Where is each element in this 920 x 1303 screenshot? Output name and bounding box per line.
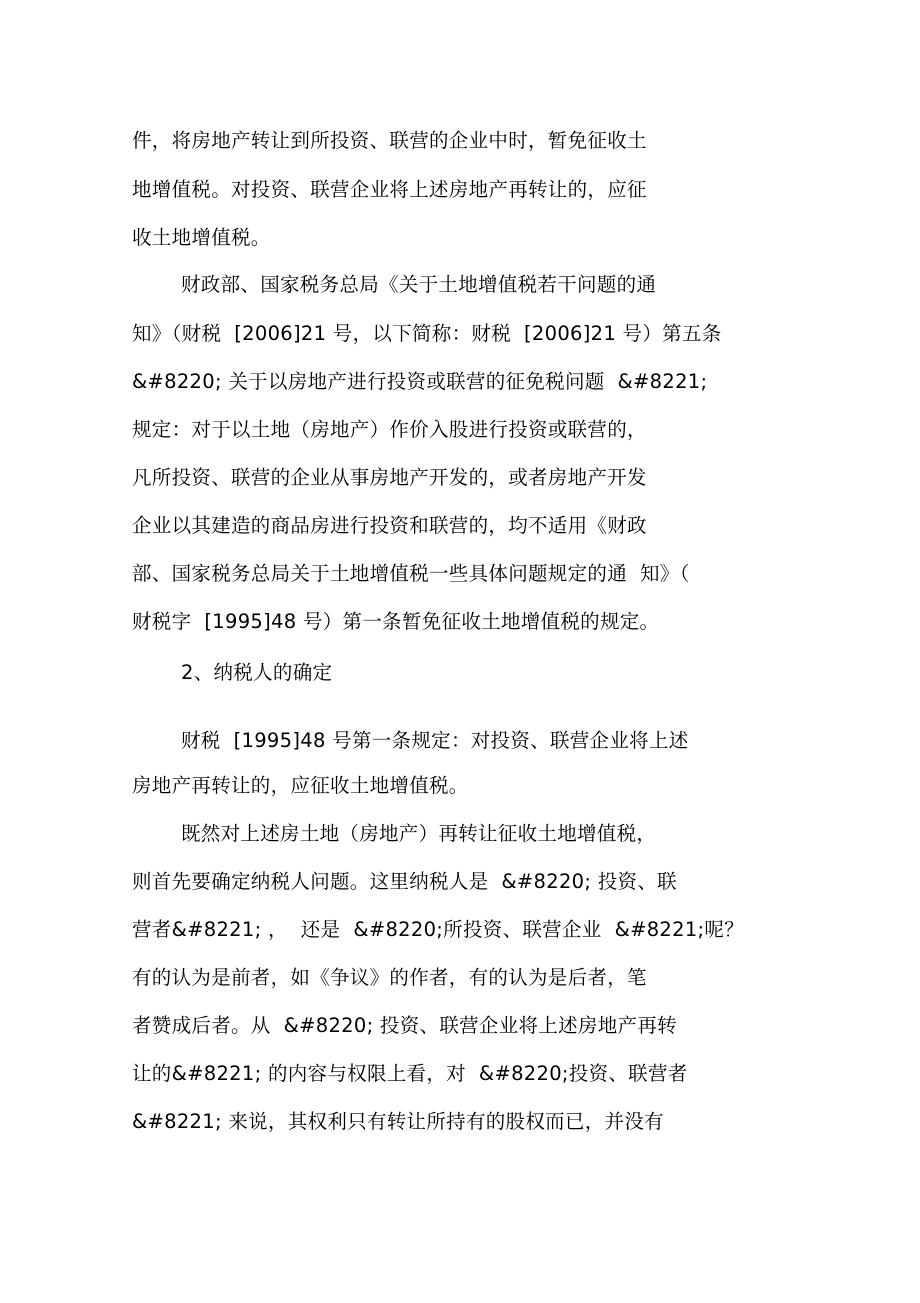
text-line: &#8220; 关于以房地产进行投资或联营的征免税问题 &#8221; <box>132 370 708 393</box>
text-line: 财税字 [1995]48 号）第一条暂免征收土地增值税的规定。 <box>132 610 660 633</box>
text-line: 财税 [1995]48 号第一条规定：对投资、联营企业将上述 <box>181 729 689 752</box>
text-line: 让的&#8221; 的内容与权限上看，对 &#8220;投资、联营者 <box>132 1062 688 1085</box>
text-line: 地增值税。对投资、联营企业将上述房地产再转让的，应征 <box>132 178 647 201</box>
text-line: 房地产再转让的，应征收土地增值税。 <box>132 774 469 797</box>
text-line: 部、国家税务总局关于土地增值税一些具体问题规定的通 知》（ <box>132 562 690 585</box>
text-line: 者赞成后者。从 &#8220; 投资、联营企业将上述房地产再转 <box>132 1014 677 1037</box>
text-line: 收土地增值税。 <box>132 226 271 249</box>
text-line: 则首先要确定纳税人问题。这里纳税人是 &#8220; 投资、联 <box>132 870 677 893</box>
text-line: 企业以其建造的商品房进行投资和联营的，均不适用《财政 <box>132 514 647 537</box>
text-line: 有的认为是前者，如《争议》的作者，有的认为是后者，笔 <box>132 966 647 989</box>
text-line: 既然对上述房土地（房地产）再转让征收土地增值税， <box>181 822 657 845</box>
text-line: 件，将房地产转让到所投资、联营的企业中时，暂免征收土 <box>132 129 647 152</box>
text-line: 财政部、国家税务总局《关于土地增值税若干问题的通 <box>181 273 657 296</box>
text-line: &#8221; 来说，其权利只有转让所持有的股权而已，并没有 <box>132 1110 664 1133</box>
text-line: 知》（财税 [2006]21 号，以下简称：财税 [2006]21 号）第五条 <box>132 322 722 345</box>
text-line: 凡所投资、联营的企业从事房地产开发的，或者房地产开发 <box>132 466 647 489</box>
text-line: 规定：对于以土地（房地产）作价入股进行投资或联营的， <box>132 418 647 441</box>
section-heading: 2、纳税人的确定 <box>181 661 333 684</box>
text-line: 营者&#8221; ， 还是 &#8220;所投资、联营企业 &#8221;呢？ <box>132 918 745 941</box>
